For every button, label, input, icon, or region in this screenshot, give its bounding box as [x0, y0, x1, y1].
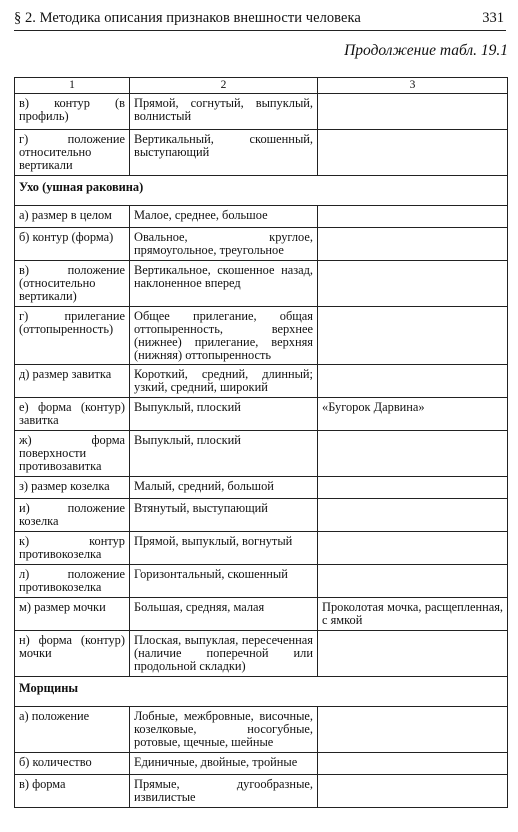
table-row [15, 365, 508, 398]
table-row [15, 228, 508, 261]
notes-cell [318, 261, 508, 307]
table-row [15, 477, 508, 499]
column-header: 3 [318, 78, 508, 94]
values-cell: Вертикальный, скошенный, выступающий [130, 130, 318, 176]
feature-cell: к) контур противокозелка [15, 532, 130, 565]
values-cell: Единичные, двойные, тройные [130, 753, 318, 775]
section-heading: Морщины [15, 677, 508, 707]
values-cell: Выпуклый, плоский [130, 431, 318, 477]
notes-cell [318, 477, 508, 499]
notes-cell: Проколотая мочка, расщепленная, с ямкой [318, 598, 508, 631]
feature-cell: г) положение относительно вертикали [15, 130, 130, 176]
table-row [15, 94, 508, 130]
feature-cell: б) количество [15, 753, 130, 775]
running-header [14, 8, 506, 31]
table-header-row [15, 78, 508, 94]
feature-cell: д) размер завитка [15, 365, 130, 398]
table-row [15, 775, 508, 808]
section-row [15, 176, 508, 206]
notes-cell [318, 228, 508, 261]
notes-cell [318, 775, 508, 808]
feature-cell: з) размер козелка [15, 477, 130, 499]
notes-cell [318, 365, 508, 398]
values-cell: Общее прилегание, общая оттопыренность, верхнее (нижнее) прилегание, верхняя (нижняя) оттопыренность [130, 307, 318, 365]
feature-cell: в) форма [15, 775, 130, 808]
values-cell: Большая, средняя, малая [130, 598, 318, 631]
table-row [15, 631, 508, 677]
values-cell: Плоская, выпуклая, пересеченная (наличие поперечной или продольной складки) [130, 631, 318, 677]
table-row [15, 206, 508, 228]
values-cell: Втянутый, выступающий [130, 499, 318, 532]
feature-cell: л) положение противокозелка [15, 565, 130, 598]
notes-cell [318, 206, 508, 228]
values-cell: Прямой, согнутый, выпуклый, волнистый [130, 94, 318, 130]
values-cell: Овальное, круглое, прямоугольное, треугольное [130, 228, 318, 261]
feature-cell: б) контур (форма) [15, 228, 130, 261]
notes-cell [318, 532, 508, 565]
section-row [15, 677, 508, 707]
values-cell: Малое, среднее, большое [130, 206, 318, 228]
values-cell: Лобные, межбровные, височные, козелковые, носогубные, ротовые, щечные, шейные [130, 707, 318, 753]
feature-cell: в) контур (в профиль) [15, 94, 130, 130]
feature-cell: е) форма (контур) завитка [15, 398, 130, 431]
table-continuation-label: Продолжение табл. 19.1 [344, 42, 508, 59]
notes-cell [318, 94, 508, 130]
notes-cell [318, 307, 508, 365]
notes-cell [318, 631, 508, 677]
table-row [15, 130, 508, 176]
table-row [15, 307, 508, 365]
values-cell: Короткий, средний, длинный; узкий, средний, широкий [130, 365, 318, 398]
table-row [15, 532, 508, 565]
feature-cell: м) размер мочки [15, 598, 130, 631]
table-row [15, 261, 508, 307]
notes-cell [318, 499, 508, 532]
feature-cell: и) положение козелка [15, 499, 130, 532]
notes-cell [318, 707, 508, 753]
notes-cell [318, 753, 508, 775]
running-header-title: § 2. Методика описания признаков внешности человека [14, 10, 361, 26]
feature-cell: н) форма (контур) мочки [15, 631, 130, 677]
table-row [15, 398, 508, 431]
table-row [15, 707, 508, 753]
table-row [15, 598, 508, 631]
page-number: 331 [482, 10, 504, 26]
table-row [15, 565, 508, 598]
feature-cell: а) положение [15, 707, 130, 753]
values-cell: Прямые, дугообразные, извилистые [130, 775, 318, 808]
table-row [15, 499, 508, 532]
feature-cell: г) прилегание (оттопыренность) [15, 307, 130, 365]
section-heading: Ухо (ушная раковина) [15, 176, 508, 206]
table-row [15, 753, 508, 775]
values-cell: Прямой, выпуклый, вогнутый [130, 532, 318, 565]
feature-cell: в) положение (относительно вертикали) [15, 261, 130, 307]
feature-cell: ж) форма поверхности противозавитка [15, 431, 130, 477]
values-cell: Выпуклый, плоский [130, 398, 318, 431]
notes-cell [318, 565, 508, 598]
values-cell: Вертикальное, скошенное назад, наклоненное вперед [130, 261, 318, 307]
notes-cell: «Бугорок Дарвина» [318, 398, 508, 431]
column-header: 1 [15, 78, 130, 94]
features-table [14, 77, 508, 808]
column-header: 2 [130, 78, 318, 94]
values-cell: Горизонтальный, скошенный [130, 565, 318, 598]
notes-cell [318, 431, 508, 477]
feature-cell: а) размер в целом [15, 206, 130, 228]
table-row [15, 431, 508, 477]
notes-cell [318, 130, 508, 176]
values-cell: Малый, средний, большой [130, 477, 318, 499]
